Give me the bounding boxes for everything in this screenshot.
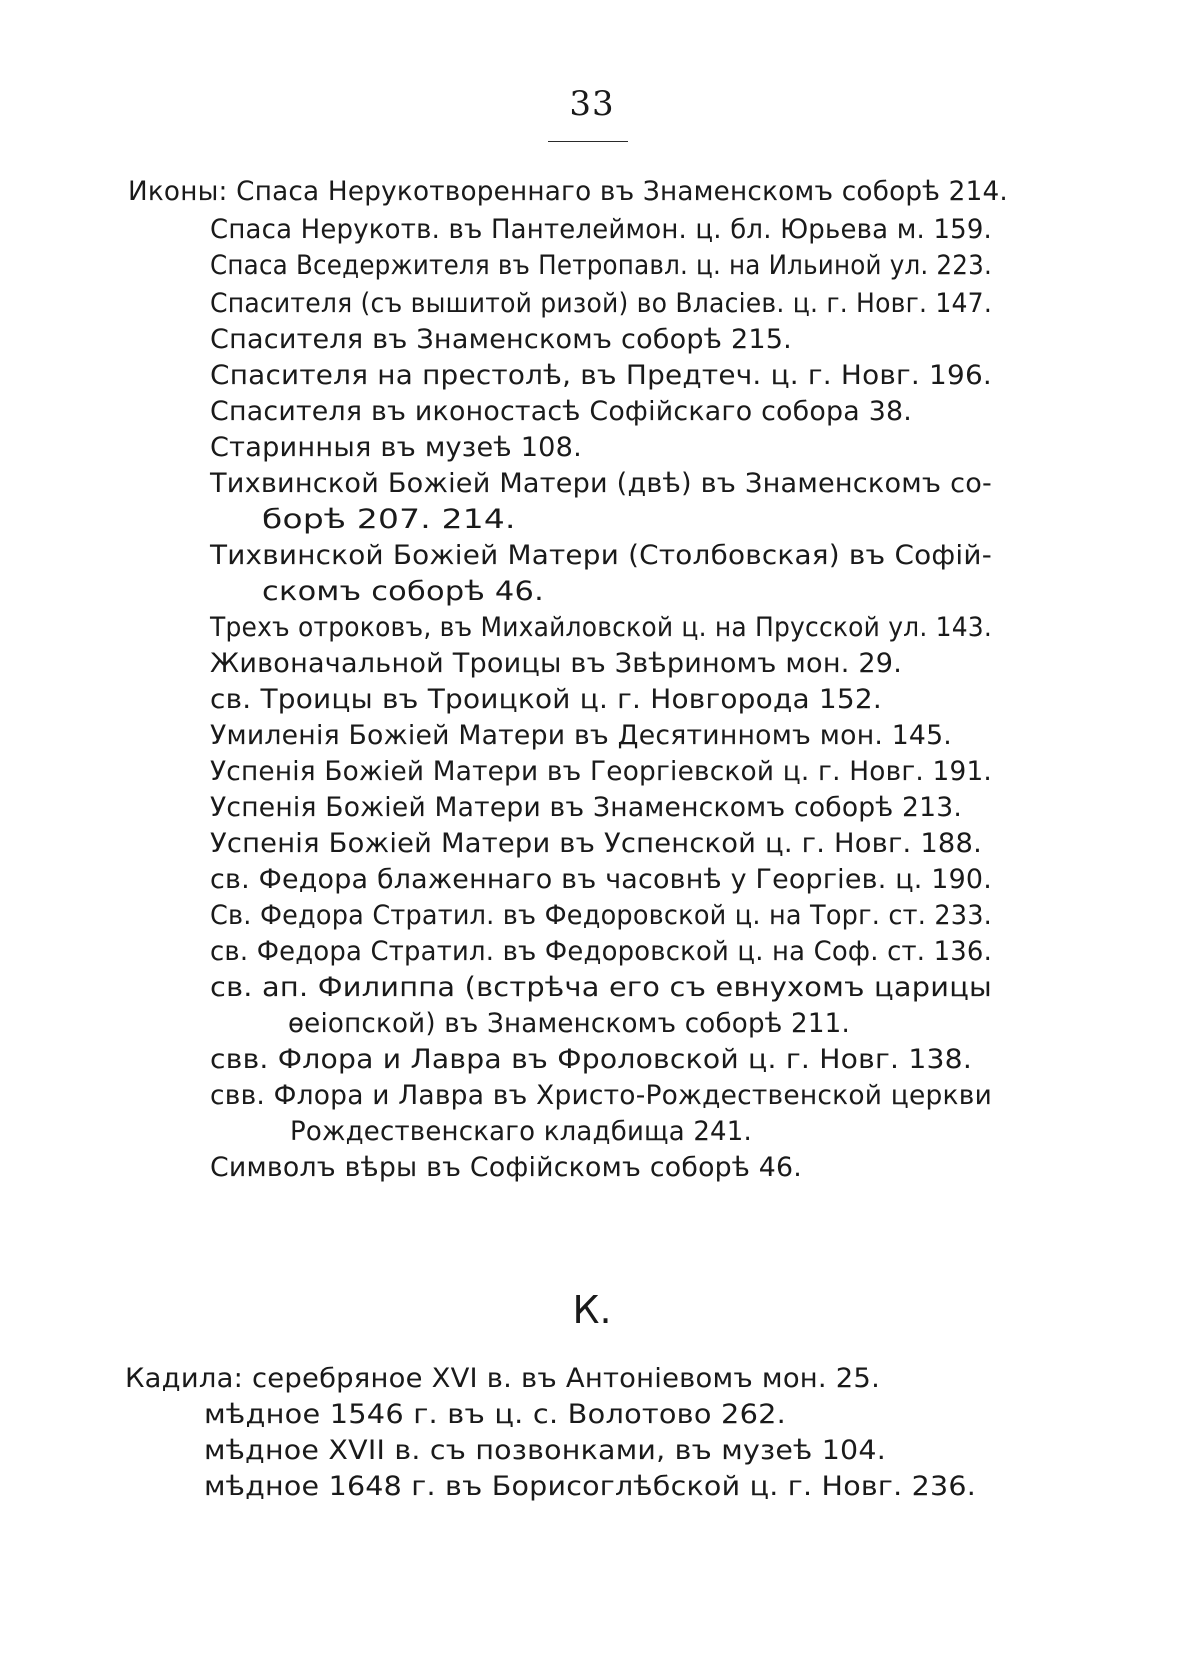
index-line: Умиленія Божіей Матери въ Десятинномъ мон. 145. <box>210 720 952 751</box>
page-number: 33 <box>569 84 615 124</box>
index-line: Св. Федора Стратил. въ Федоровской ц. на Торг. ст. 233. <box>210 900 992 931</box>
index-line: св. Троицы въ Троицкой ц. г. Новгорода 152. <box>210 684 883 715</box>
index-line: Спасителя (съ вышитой ризой) во Власіев. ц. г. Новг. 147. <box>210 288 992 319</box>
section-letter: К. <box>572 1288 612 1332</box>
index-line: Спаса Нерукотв. въ Пантелеймон. ц. бл. Юрьева м. 159. <box>210 214 992 245</box>
index-line: Тихвинской Божіей Матери (двѣ) въ Знаменскомъ со- <box>210 468 992 499</box>
index-line: скомъ соборѣ 46. <box>262 576 544 607</box>
index-line: св. Федора блаженнаго въ часовнѣ у Георгіев. ц. 190. <box>210 864 992 895</box>
index-line: свв. Флора и Лавра въ Фроловской ц. г. Новг. 138. <box>210 1044 973 1075</box>
index-line: ѳеіопской) въ Знаменскомъ соборѣ 211. <box>288 1008 850 1039</box>
index-line: Успенія Божіей Матери въ Успенской ц. г. Новг. 188. <box>210 828 982 859</box>
header-rule <box>548 141 628 142</box>
index-line: Тихвинской Божіей Матери (Столбовская) въ Софій- <box>210 540 993 571</box>
index-line: Трехъ отроковъ, въ Михайловской ц. на Прусской ул. 143. <box>210 612 992 643</box>
index-line: Спасителя на престолѣ, въ Предтеч. ц. г. Новг. 196. <box>210 360 992 391</box>
index-line: Успенія Божіей Матери въ Знаменскомъ соборѣ 213. <box>210 792 962 823</box>
index-line: Символъ вѣры въ Софійскомъ соборѣ 46. <box>210 1152 802 1183</box>
index-line: Старинныя въ музеѣ 108. <box>210 432 582 463</box>
index-line: Успенія Божіей Матери въ Георгіевской ц. г. Новг. 191. <box>210 756 992 787</box>
index-line: мѣдное XVII в. съ позвонками, въ музеѣ 104. <box>204 1435 886 1466</box>
index-line: Кадила: серебряное XVI в. въ Антоніевомъ мон. 25. <box>125 1363 880 1394</box>
index-line: Спасителя въ Знаменскомъ соборѣ 215. <box>210 324 792 355</box>
index-line: борѣ 207. 214. <box>262 504 516 535</box>
index-line: Спасителя въ иконостасѣ Софійскаго собора 38. <box>210 396 912 427</box>
index-line: свв. Флора и Лавра въ Христо-Рождественской церкви <box>210 1080 992 1111</box>
index-line: св. ап. Филиппа (встрѣча его съ евнухомъ царицы <box>210 972 992 1003</box>
index-line: Рождественскаго кладбища 241. <box>290 1116 752 1147</box>
index-line: св. Федора Стратил. въ Федоровской ц. на Соф. ст. 136. <box>210 936 993 967</box>
index-line: мѣдное 1648 г. въ Борисоглѣбской ц. г. Новг. 236. <box>204 1471 976 1502</box>
index-line: мѣдное 1546 г. въ ц. с. Волотово 262. <box>204 1399 786 1430</box>
index-line: Иконы: Спаса Нерукотвореннаго въ Знаменскомъ соборѣ 214. <box>128 176 1008 207</box>
index-line: Живоначальной Троицы въ Звѣриномъ мон. 29. <box>210 648 902 679</box>
index-line: Спаса Вседержителя въ Петропавл. ц. на Ильиной ул. 223. <box>210 250 993 281</box>
